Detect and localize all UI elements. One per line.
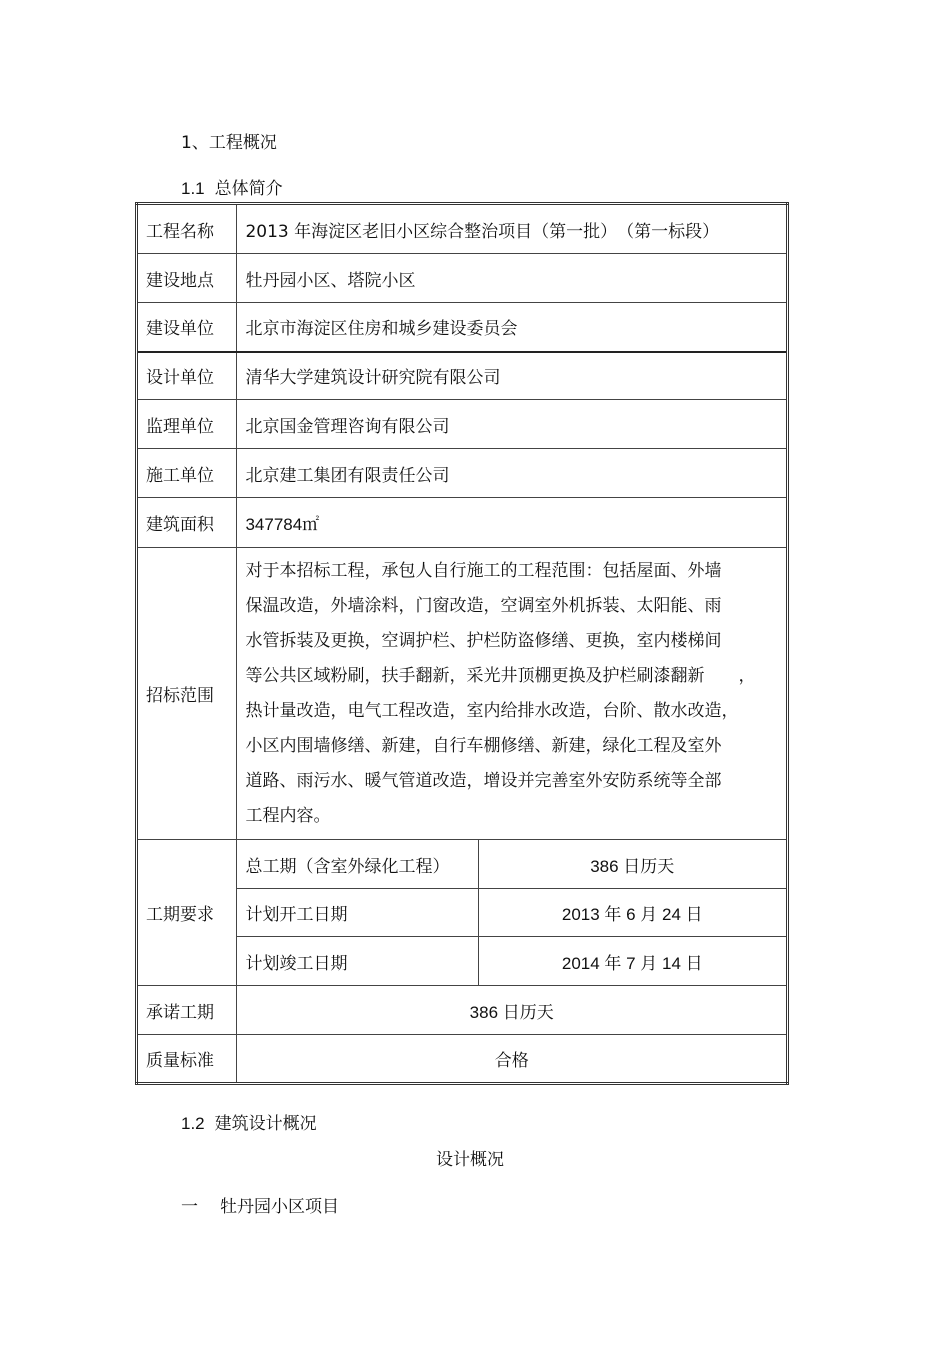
section-number: 1.2 bbox=[181, 1114, 205, 1133]
designer-value: 清华大学建筑设计研究院有限公司 bbox=[237, 352, 788, 400]
scope-line: 保温改造，外墙涂料，门窗改造，空调室外机拆装、太阳能、雨 bbox=[245, 595, 722, 616]
schedule-start-value: 2013 年 6 月 24 日 bbox=[478, 889, 787, 937]
section-title: 总体简介 bbox=[214, 179, 283, 199]
section-title: 建筑设计概况 bbox=[214, 1114, 317, 1134]
quality-label: 质量标准 bbox=[137, 1035, 237, 1084]
section-heading-1-2 bbox=[181, 1109, 317, 1134]
table-row bbox=[137, 548, 788, 840]
schedule-start-label: 计划开工日期 bbox=[237, 889, 478, 937]
scope-line: 等公共区域粉刷，扶手翻新，采光井顶棚更换及护栏刷漆翻新 ， bbox=[245, 665, 756, 686]
committed-label: 承诺工期 bbox=[137, 986, 237, 1035]
table-row bbox=[137, 254, 788, 303]
area-value: 347784㎡ bbox=[237, 498, 788, 548]
scope-line: 小区内围墙修缮、新建，自行车棚修缮、新建，绿化工程及室外 bbox=[245, 735, 722, 756]
scope-line: 水管拆装及更换，空调护栏、护栏防盗修缮、更换，室内楼梯间 bbox=[245, 630, 722, 651]
table-row bbox=[137, 986, 788, 1035]
contractor-label: 施工单位 bbox=[137, 449, 237, 498]
design-overview-title: 设计概况 bbox=[436, 1150, 504, 1170]
location-value: 牡丹园小区、塔院小区 bbox=[237, 254, 788, 303]
schedule-label: 工期要求 bbox=[137, 840, 237, 986]
quality-value: 合格 bbox=[237, 1035, 788, 1084]
subsection-number: 一 bbox=[181, 1197, 198, 1217]
table-row bbox=[137, 204, 788, 254]
owner-value: 北京市海淀区住房和城乡建设委员会 bbox=[237, 303, 788, 352]
scope-label: 招标范围 bbox=[137, 548, 237, 840]
committed-value: 386 日历天 bbox=[237, 986, 788, 1035]
project-name-label: 工程名称 bbox=[137, 204, 237, 254]
table-row bbox=[137, 840, 788, 889]
table-row bbox=[137, 400, 788, 449]
project-name-value: 2013 年海淀区老旧小区综合整治项目（第一批） （第一标段） bbox=[237, 204, 788, 254]
scope-value bbox=[237, 548, 788, 840]
table-row bbox=[137, 352, 788, 400]
area-label: 建筑面积 bbox=[137, 498, 237, 548]
subsection-title: 牡丹园小区项目 bbox=[220, 1197, 339, 1217]
schedule-total-value: 386 日历天 bbox=[478, 840, 787, 889]
schedule-total-label: 总工期（含室外绿化工程） bbox=[237, 840, 478, 889]
supervisor-label: 监理单位 bbox=[137, 400, 237, 449]
designer-label: 设计单位 bbox=[137, 352, 237, 400]
table-row bbox=[137, 498, 788, 548]
schedule-end-value: 2014 年 7 月 14 日 bbox=[478, 937, 787, 986]
owner-label: 建设单位 bbox=[137, 303, 237, 352]
scope-line: 工程内容。 bbox=[245, 805, 331, 826]
location-label: 建设地点 bbox=[137, 254, 237, 303]
table-row bbox=[137, 303, 788, 352]
section-number: 1.1 bbox=[181, 179, 205, 198]
section-heading-1-1 bbox=[181, 174, 283, 199]
subsection-item bbox=[181, 1192, 339, 1217]
table-row bbox=[137, 449, 788, 498]
scope-line: 道路、雨污水、暖气管道改造，增设并完善室外安防系统等全部 bbox=[245, 770, 722, 791]
scope-line: 对于本招标工程，承包人自行施工的工程范围：包括屋面、外墙 bbox=[245, 560, 722, 581]
table-row bbox=[137, 1035, 788, 1084]
supervisor-value: 北京国金管理咨询有限公司 bbox=[237, 400, 788, 449]
contractor-value: 北京建工集团有限责任公司 bbox=[237, 449, 788, 498]
scope-line: 热计量改造，电气工程改造，室内给排水改造，台阶、散水改造， bbox=[245, 700, 739, 721]
schedule-end-label: 计划竣工日期 bbox=[237, 937, 478, 986]
project-overview-table bbox=[135, 202, 789, 1085]
section-heading-1: 1、工程概况 bbox=[181, 133, 277, 153]
